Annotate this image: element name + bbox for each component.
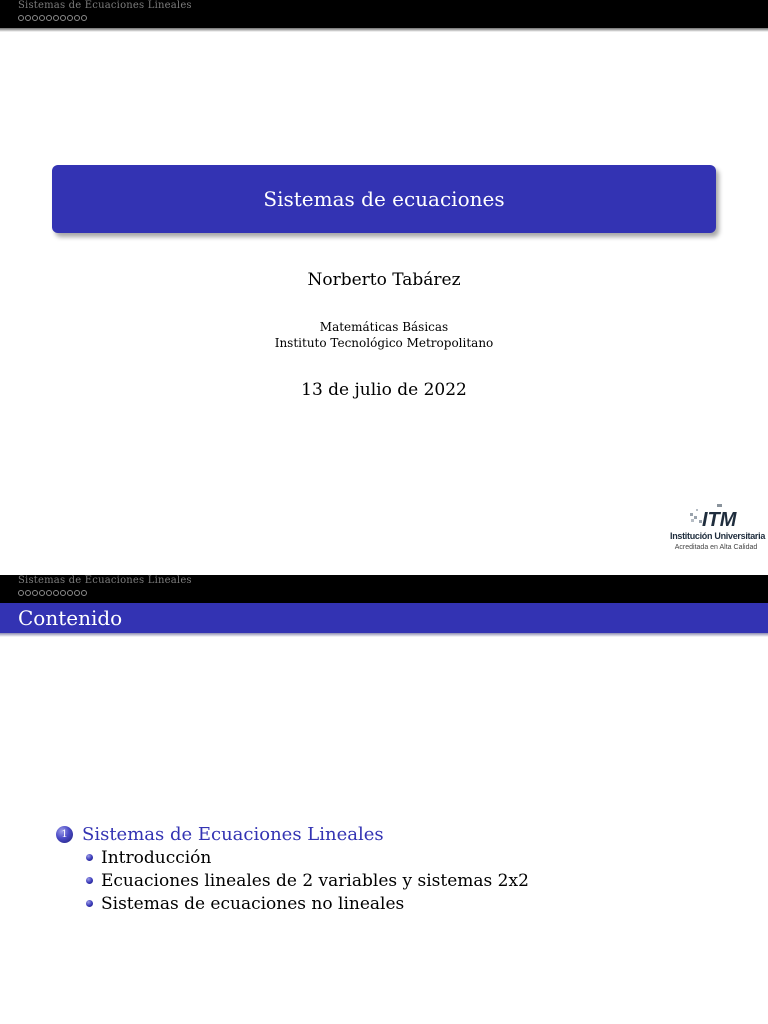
- nav-dot-icon[interactable]: [53, 15, 59, 21]
- section-number-ball-icon: 1: [56, 826, 73, 843]
- author-name: Norberto Tabárez: [307, 270, 461, 290]
- toc-section-label: Sistemas de Ecuaciones Lineales: [82, 823, 384, 845]
- frame-title-bar: [0, 603, 768, 633]
- nav-dot-icon[interactable]: [32, 590, 38, 596]
- nav-dot-icon[interactable]: [67, 590, 73, 596]
- nav-dot-icon[interactable]: [25, 590, 31, 596]
- table-of-contents: [56, 822, 529, 915]
- title-box: [52, 165, 716, 233]
- logo-line-1: Institución Universitaria: [670, 531, 766, 541]
- itm-logo: [670, 500, 766, 560]
- nav-dot-icon[interactable]: [39, 15, 45, 21]
- institution-block: [0, 319, 768, 351]
- nav-dot-icon[interactable]: [60, 590, 66, 596]
- bullet-icon: [86, 900, 93, 907]
- headline-section-title[interactable]: Sistemas de Ecuaciones Lineales: [18, 0, 192, 11]
- headline-bar: [0, 0, 768, 28]
- toc-section[interactable]: [56, 822, 529, 846]
- bullet-icon: [86, 877, 93, 884]
- nav-dot-icon[interactable]: [25, 15, 31, 21]
- course-name: Matemáticas Básicas: [319, 320, 449, 334]
- nav-dot-icon[interactable]: [18, 590, 24, 596]
- nav-dot-icon[interactable]: [53, 590, 59, 596]
- toc-subsection-item[interactable]: [86, 846, 529, 869]
- toc-subsection-label: Ecuaciones lineales de 2 variables y sistemas 2x2: [101, 870, 529, 891]
- mini-frame-navigation: [18, 15, 87, 24]
- svg-text:ITM: ITM: [702, 509, 737, 528]
- toc-subsection-item[interactable]: [86, 892, 529, 915]
- bullet-icon: [86, 854, 93, 861]
- frame-title-shadow: [0, 633, 768, 637]
- toc-subsection-label: Sistemas de ecuaciones no lineales: [101, 893, 405, 914]
- nav-dot-icon[interactable]: [46, 15, 52, 21]
- institute-name: Instituto Tecnológico Metropolitano: [274, 336, 494, 350]
- presentation-title: Sistemas de ecuaciones: [263, 187, 505, 211]
- nav-dot-icon[interactable]: [74, 15, 80, 21]
- nav-dot-icon[interactable]: [81, 590, 87, 596]
- presentation-date: 13 de julio de 2022: [301, 380, 467, 400]
- nav-dot-icon[interactable]: [81, 15, 87, 21]
- nav-dot-icon[interactable]: [46, 590, 52, 596]
- frame-title: Contenido: [18, 606, 123, 630]
- headline-section-title[interactable]: Sistemas de Ecuaciones Lineales: [18, 575, 192, 586]
- headline-shadow: [0, 28, 768, 32]
- mini-frame-navigation: [18, 590, 87, 599]
- nav-dot-icon[interactable]: [32, 15, 38, 21]
- toc-subsection-list: [56, 846, 529, 915]
- toc-subsection-item[interactable]: [86, 869, 529, 892]
- nav-dot-icon[interactable]: [39, 590, 45, 596]
- itm-logo-mark-icon: [688, 504, 748, 528]
- contents-slide: [0, 575, 768, 1024]
- nav-dot-icon[interactable]: [60, 15, 66, 21]
- logo-line-2: Acreditada en Alta Calidad: [674, 544, 758, 551]
- nav-dot-icon[interactable]: [67, 15, 73, 21]
- headline-bar: [0, 575, 768, 603]
- nav-dot-icon[interactable]: [74, 590, 80, 596]
- toc-subsection-label: Introducción: [101, 847, 212, 868]
- nav-dot-icon[interactable]: [18, 15, 24, 21]
